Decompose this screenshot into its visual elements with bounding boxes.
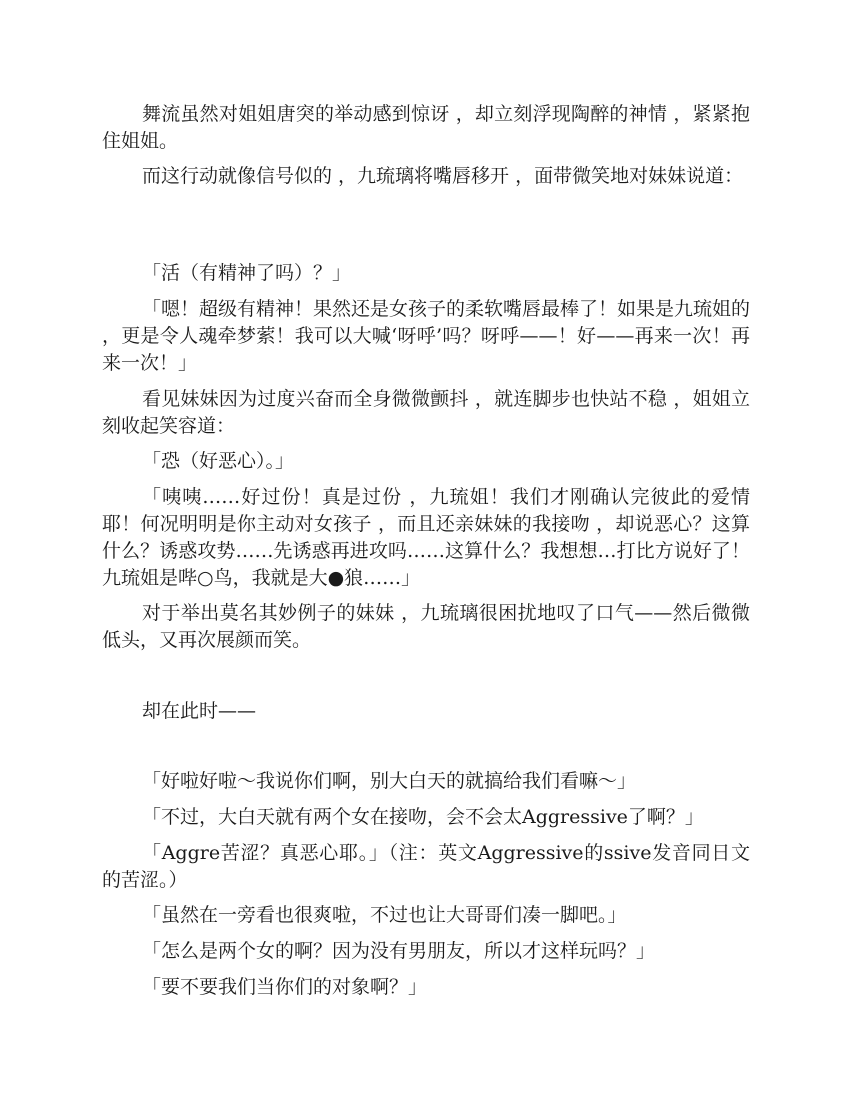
dialogue-line: 「Aggre苦涩？真恶心耶。」（注：英文Aggressive的ssive发音同日文的苦涩。） (102, 842, 750, 891)
dialogue-line: 「好啦好啦～我说你们啊，别大白天的就搞给我们看嘛～」 (142, 770, 637, 792)
paragraph: 对于举出莫名其妙例子的妹妹 ，九琉璃很困扰地叹了口气——然后微微低头，又再次展颜而笑。 (102, 602, 750, 651)
dialogue-line: 「咦咦……好过份！真是过份 ，九琉姐！我们才刚确认完彼此的爱情耶！何况明明是你主动对女孩子 ，而且还亲妹妹的我接吻 ，却说恶心？这算什么？诱惑攻势……先诱惑再进攻吗……这算什么？我想想…打比方说好了！九琉姐是哔○鸟，我就是大●狼……」 (102, 486, 750, 589)
dialogue-line: 「虽然在一旁看也很爽啦，不过也让大哥哥们凑一脚吧。」 (142, 904, 627, 926)
dialogue-line: 「活（有精神了吗）？」 (142, 262, 352, 284)
paragraph: 而这行动就像信号似的 ，九琉璃将嘴唇移开 ，面带微笑地对妹妹说道： (142, 165, 744, 187)
paragraph: 却在此时—— (142, 700, 257, 722)
dialogue-line: 「嗯！超级有精神！果然还是女孩子的柔软嘴唇最棒了！如果是九琉姐的 ，更是令人魂牵梦萦！我可以大喊‘呀呼’吗？呀呼——！好——再来一次！再来一次！」 (102, 298, 751, 374)
paragraph: 舞流虽然对姐姐唐突的举动感到惊讶 ，却立刻浮现陶醉的神情 ，紧紧抱住姐姐。 (102, 103, 750, 152)
paragraph: 看见妹妹因为过度兴奋而全身微微颤抖 ，就连脚步也快站不稳 ，姐姐立刻收起笑容道： (102, 388, 750, 437)
dialogue-line: 「要不要我们当你们的对象啊？」 (142, 976, 428, 998)
dialogue-line: 「怎么是两个女的啊？因为没有男朋友，所以才这样玩吗？」 (142, 940, 656, 962)
dialogue-line: 「不过，大白天就有两个女在接吻，会不会太Aggressive了啊？」 (142, 806, 704, 828)
dialogue-line: 「恐（好恶心）。」 (142, 450, 295, 472)
